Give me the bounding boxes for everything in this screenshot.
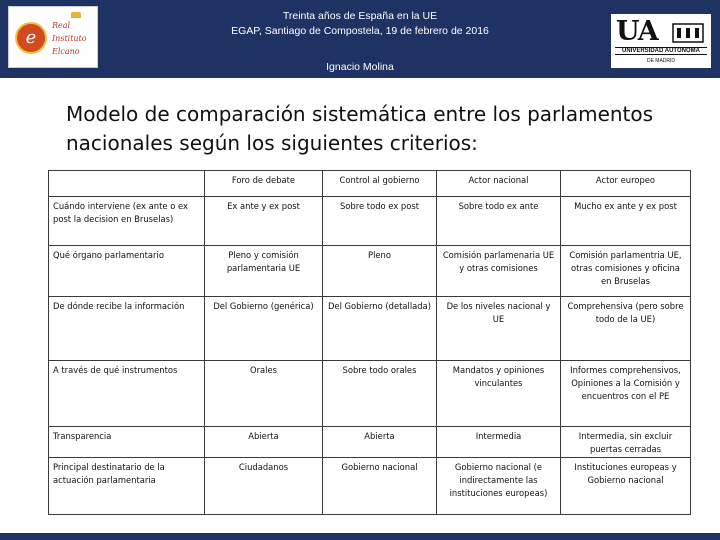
table-cell: Informes comprehensivos, Opiniones a la Comisión y encuentros con el PE (561, 361, 691, 427)
presenter-name: Ignacio Molina (326, 61, 394, 73)
table-cell: Instituciones europeas y Gobierno nacional (561, 458, 691, 515)
row-label: Transparencia (49, 427, 205, 458)
table-cell: Abierta (205, 427, 323, 458)
table-cell: Del Gobierno (detallada) (323, 297, 437, 361)
table-row (49, 427, 691, 458)
table-cell: Comisión parlamentria UE, otras comisiones y oficina en Bruselas (561, 246, 691, 297)
column-header: Control al gobierno (323, 171, 437, 197)
row-label: De dónde recibe la información (49, 297, 205, 361)
elcano-logo-line-1: Real (52, 21, 71, 30)
table-cell: De los niveles nacional y UE (437, 297, 561, 361)
row-label: Principal destinatario de la actuación parlamentaria (49, 458, 205, 515)
table-row (49, 361, 691, 427)
column-header: Actor europeo (561, 171, 691, 197)
uam-logo-line-2: DE MADRID (646, 58, 676, 64)
table-cell: Gobierno nacional (e indirectamente las instituciones europeas) (437, 458, 561, 515)
table-cell: Sobre todo ex post (323, 197, 437, 246)
event-subtitle: EGAP, Santiago de Compostela, 19 de febrero de 2016 (231, 25, 489, 37)
comparison-table (48, 170, 691, 515)
table-row (49, 197, 691, 246)
table-header-row (49, 171, 691, 197)
column-header: Foro de debate (205, 171, 323, 197)
table-cell: Comprehensiva (pero sobre todo de la UE) (561, 297, 691, 361)
table-cell: Sobre todo ex ante (437, 197, 561, 246)
uam-building-icon (671, 20, 705, 44)
table-cell: Mandatos y opiniones vinculantes (437, 361, 561, 427)
row-label: Cuándo interviene (ex ante o ex post la decision en Bruselas) (49, 197, 205, 246)
elcano-logo-line-3: Elcano (52, 47, 80, 56)
table-cell: Intermedia (437, 427, 561, 458)
uam-logo-line-1: UNIVERSIDAD AUTONOMA (615, 47, 707, 55)
table-cell: Gobierno nacional (323, 458, 437, 515)
row-label: Qué órgano parlamentario (49, 246, 205, 297)
event-title: Treinta años de España en la UE (282, 10, 438, 22)
slide-title: Modelo de comparación sistemática entre los parlamentos nacionales según los siguientes criterios: (66, 102, 654, 155)
table-cell: Abierta (323, 427, 437, 458)
table-cell: Ciudadanos (205, 458, 323, 515)
header-banner (0, 0, 720, 78)
table-cell: Comisión parlamenaria UE y otras comisiones (437, 246, 561, 297)
table-cell: Intermedia, sin excluir puertas cerradas (561, 427, 691, 458)
table-row (49, 458, 691, 515)
table-cell: Pleno y comisión parlamentaria UE (205, 246, 323, 297)
column-header: Actor nacional (437, 171, 561, 197)
table-cell: Ex ante y ex post (205, 197, 323, 246)
elcano-emblem-icon: e (15, 22, 47, 54)
table-cell: Orales (205, 361, 323, 427)
table-row (49, 297, 691, 361)
table-row (49, 246, 691, 297)
table-cell: Mucho ex ante y ex post (561, 197, 691, 246)
footer-bar (0, 533, 720, 540)
column-header (49, 171, 205, 197)
row-label: A través de qué instrumentos (49, 361, 205, 427)
table-cell: Pleno (323, 246, 437, 297)
uam-logo-mark: UA (616, 16, 658, 47)
elcano-logo-line-2: Instituto (52, 34, 87, 43)
table-cell: Sobre todo orales (323, 361, 437, 427)
table-cell: Del Gobierno (genérica) (205, 297, 323, 361)
uam-logo (611, 14, 711, 68)
